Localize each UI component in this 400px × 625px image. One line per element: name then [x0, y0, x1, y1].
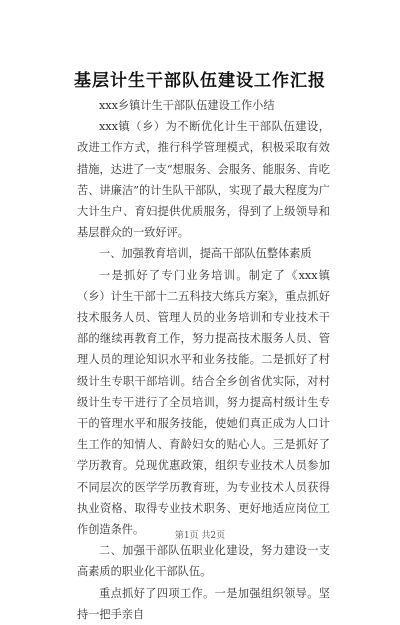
- page-footer: 第1页 共2页: [174, 531, 226, 541]
- document-body: [77, 95, 330, 625]
- section-2-paragraph: 重点抓好了四项工作。一是加强组织领导。坚持一把手亲自: [77, 586, 330, 621]
- section-heading-1: 一、加强教育培训，提高干部队伍整体素质: [99, 247, 312, 261]
- intro-paragraph: xxx镇（乡）为不断优化计生干部队伍建设，改进工作方式，推行科学管理模式，积极采取有效措施，达进了一支“想服务、会服务、能服务、肯吃苦、讲廉洁”的计生队干部队，实现了最大程度为广大计生户、育妇提供优质服务，得到了上级领导和基层群众的一致好评。: [77, 120, 330, 240]
- section-heading-2: 二、加强干部队伍职业化建设，努力建设一支高素质的职业化干部队伍。: [77, 544, 330, 579]
- subtitle-paragraph: xxx乡镇计生干部队伍建设工作小结: [99, 99, 275, 112]
- document-title: 基层计生干部队伍建设工作汇报: [74, 71, 326, 91]
- section-1-paragraph: 一是抓好了专门业务培训。制定了《xxx镇（乡）计生干部十二五科技大练兵方案》，重点抓好技术服务人员、管理人员的业务培训和专业技术干部的继续再教育工作，努力提高技术服务人员、管理人员的理论知识水平和业务技能。二是抓好了村级计生专职干部培训。结合全乡创省优实际，对村级计生专干进行了全员培训，努力提高村级计生专干的管理水平和服务技能，使她们真正成为人口计生工作的知情人、育龄妇女的贴心人。三是抓好了学历教育。兑现优惠政策，组织专业技术人员参加不同层次的医学学历教育班，为专业技术人员获得执业资格、取得专业技术职务、更好地适应岗位工作创造条件。: [77, 268, 330, 537]
